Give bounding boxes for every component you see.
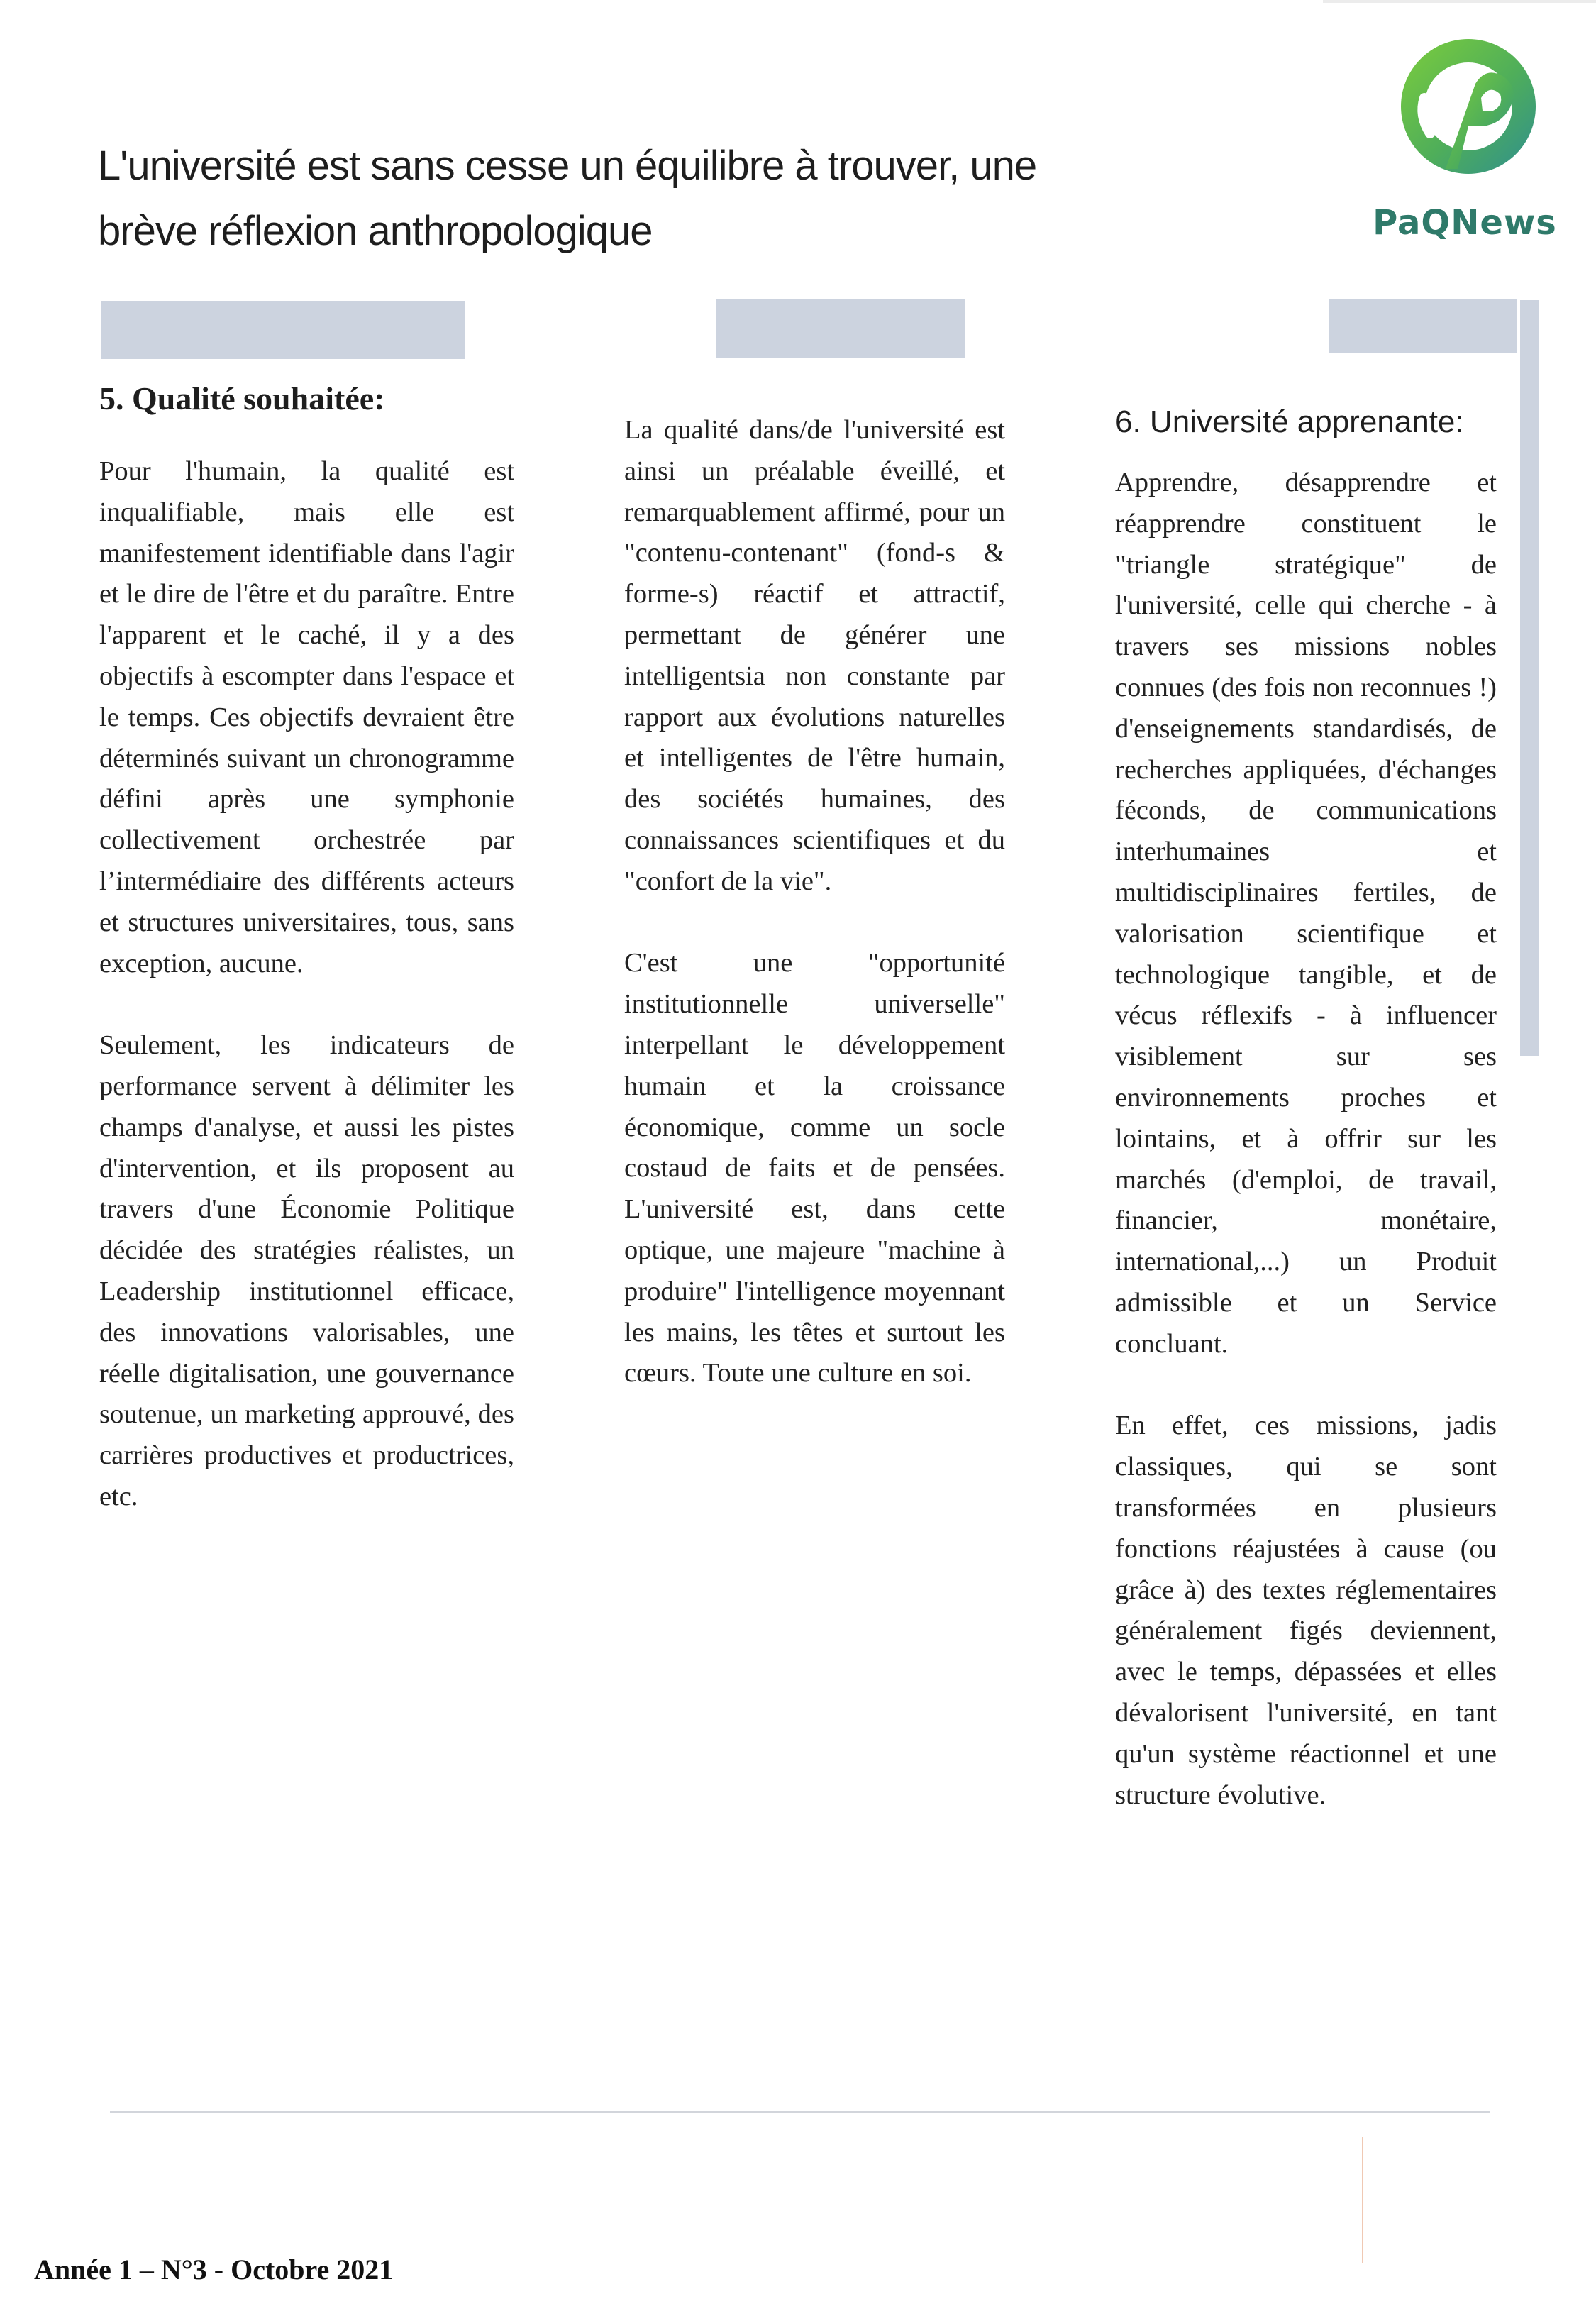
paqnews-logo xyxy=(1362,27,1568,261)
column-1 xyxy=(99,451,514,1559)
paragraph: Seulement, les indicateurs de performance servent à délimiter les champs d'analyse, et aussi les pistes d'intervention, et ils proposent au travers d'une Économie Politique décidée des stratégies réalistes, un Leadership institutionnel efficace, des innovations valorisables, une réelle digitalisation, une gouvernance soutenue, un marketing approuvé, des carrières productives et productrices, etc. xyxy=(99,1030,514,1511)
section-heading-5: 5. Qualité souhaitée: xyxy=(99,380,385,416)
article-title xyxy=(98,133,1162,264)
paragraph: C'est une "opportunité institutionnelle universelle" interpellant le développement humain et la croissance économique, comme un socle costaud de faits et de pensées. L'université est, dans cette optique, une majeure "machine à produire" l'intelligence moyennant les mains, les têtes et surtout les cœurs. Toute une culture en soi. xyxy=(624,948,1005,1389)
section-heading-6: 6. Université apprenante: xyxy=(1115,404,1464,439)
footer-divider xyxy=(110,2111,1490,2113)
paragraph: La qualité dans/de l'université est ainsi un préalable éveillé, et remarquablement affirmé, pour un "contenu-contenant" (fond-s & forme-s) réactif et attractif, permettant de générer une intelligentsia non constante par rapport aux évolutions naturelles et intelligentes de l'être humain, des sociétés humaines, des connaissances scientifiques et du "confort de la vie". xyxy=(624,415,1005,896)
paragraph: Apprendre, désapprendre et réapprendre constituent le "triangle stratégique" de l'université, celle qui cherche - à travers ses missions nobles connues (des fois non reconnues !) d'enseignements standardisés, de recherches appliquées, d'échanges féconds, de communications interhumaines et multidisciplinaires fertiles, de valorisation scientifique et technologique tangible, et de vécus réflexifs - à influencer visiblement sur ses environnements proches et lointains, et à offrir sur les marchés (d'emploi, de travail, financier, monétaire, international,...) un Produit admissible et un Service concluant. xyxy=(1115,468,1497,1359)
issue-info: Année 1 – N°3 - Octobre 2021 xyxy=(34,2253,394,2285)
footer-vertical-rule xyxy=(1362,2137,1363,2263)
column-2 xyxy=(624,410,1005,1435)
logo-wordmark: PaQNews xyxy=(1373,203,1557,243)
paragraph: En effet, ces missions, jadis classiques, qui se sont transformées en plusieurs fonctions réajustées à cause (ou grâce à) des textes réglementaires généralement figés deviennent, avec le temps, dépassées et elles dévalorisent l'université, en tant qu'un système réactionnel et une structure évolutive. xyxy=(1115,1411,1497,1810)
accent-bar-col3 xyxy=(1329,299,1517,353)
column-3 xyxy=(1115,463,1497,1857)
accent-bar-col1 xyxy=(101,301,465,359)
paqnews-p-logo-icon xyxy=(1362,27,1568,197)
paragraph: Pour l'humain, la qualité est inqualifiable, mais elle est manifestement identifiable dans l'agir et le dire de l'être et du paraître. Entre l'apparent et le caché, il y a des objectifs à escompter dans l'espace et le temps. Ces objectifs devraient être déterminés suivant un chronogramme défini après une symphonie collectivement orchestrée par l’intermédiaire des différents acteurs et structures universitaires, tous, sans exception, aucune. xyxy=(99,456,514,978)
top-edge-strip xyxy=(1323,0,1596,3)
accent-bar-col2 xyxy=(716,299,965,358)
accent-vertical-bar xyxy=(1520,300,1539,1056)
title-line-2: brève réflexion anthropologique xyxy=(98,208,653,254)
title-line-1: L'université est sans cesse un équilibre à trouver, une xyxy=(98,143,1037,189)
